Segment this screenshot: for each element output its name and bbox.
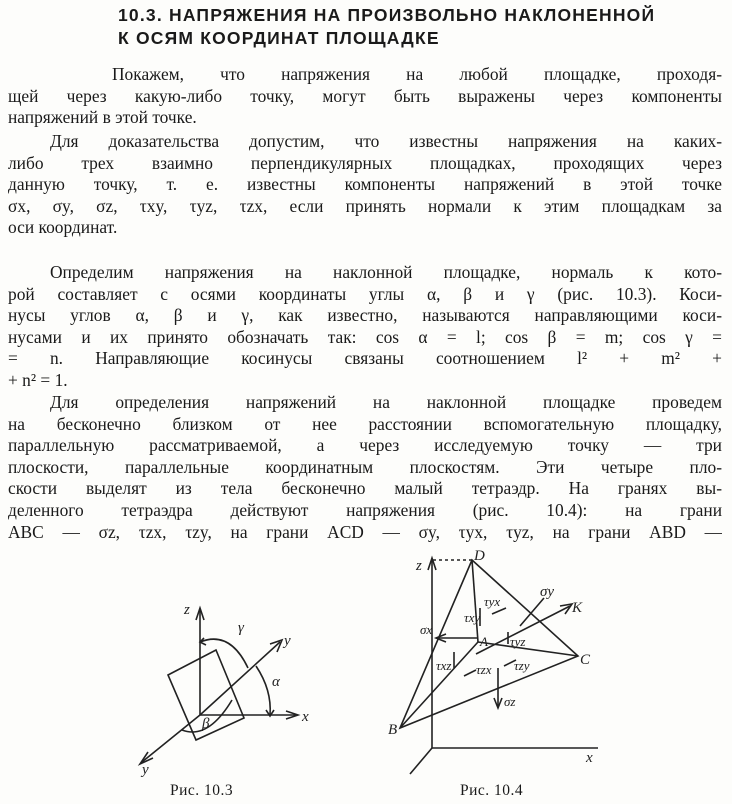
label-B: B [388,722,398,738]
text-line: деленного тетраэдра действуют напряжения (рис. 10.4): на грани [8,499,722,520]
edge-AC [478,642,578,656]
text-line: + n² = 1. [8,369,68,390]
label-gamma: γ [238,620,244,636]
label-A: A [480,634,488,649]
label-tau-zx: τzx [476,662,492,677]
gamma-arc [200,639,248,668]
heading-line-2: К ОСЯМ КООРДИНАТ ПЛОЩАДКЕ [118,28,440,48]
figure-10-4 [380,548,610,778]
section-heading [118,4,718,50]
y-axis [410,748,432,774]
text-line: щей через какую-либо точку, могут быть выражены через компоненты [8,85,722,106]
y-axis [142,715,200,762]
label-tau-xy: τxy [464,610,481,625]
label-tau-yz: τyz [510,634,526,649]
text-line: плоскости, параллельные координатным плоскостям. Эти четыре пло- [8,456,722,477]
label-K: K [572,600,583,616]
label-beta: β [202,716,210,732]
label-y-bottom: y [142,762,149,778]
label-x: x [302,709,309,725]
text-line: параллельную рассматриваемой, а через исследуемую точку — три [8,435,722,456]
normal-K-arrow [560,604,572,614]
paragraph-4 [8,392,722,543]
text-line: либо трех взаимно перпендикулярных площадках, проходящих через [8,152,722,173]
figure-10-3 [120,590,330,780]
label-tau-yx: τyx [484,594,501,609]
text-line: нусами и их принято обозначать так: cos α = l; cos β = m; cos γ = [8,326,722,347]
text-line: напряжений в этой точке. [8,107,197,128]
text-line: скости выделят из тела бесконечно малый тетраэдр. На гранях вы- [8,478,722,499]
text-line: рой составляет с осями координаты углы α, β и γ (рис. 10.3). Коси- [8,283,722,304]
tau-zx-arrow [464,670,476,676]
text-line: = n. Направляющие косинусы связаны соотношением l² + m² + [8,348,722,369]
text-line: Определим напряжения на наклонной площадке, нормаль к кото- [50,262,722,282]
text-line: оси координат. [8,217,118,238]
text-line: ABC — σz, τzx, τzy, на грани ACD — σy, τyx, τyz, на грани ABD — [8,521,722,542]
paragraph-1 [8,64,722,129]
text-line: данную точку, т. е. известны компоненты напряжений в этой точке [8,174,722,195]
label-sigma-x: σx [420,622,433,637]
label-C: C [580,652,591,668]
text-line: Для доказательства допустим, что известны напряжения на каких- [50,131,722,151]
label-tau-xz: τxz [436,658,452,673]
edge-AB [400,642,478,728]
caption-fig-10-3: Рис. 10.3 [170,782,234,799]
alpha-arc [256,666,270,715]
label-D: D [474,548,485,564]
text-line: Для определения напряжений на наклонной площадке проведем [50,392,722,412]
paragraph-2 [8,131,722,239]
text-line: Покажем, что напряжения на любой площадке, проходя- [112,64,722,84]
edge-DA [472,560,478,642]
label-x: x [586,750,593,766]
caption-fig-10-4: Рис. 10.4 [460,782,524,799]
label-z: z [184,602,190,618]
label-sigma-y: σy [540,584,555,600]
text-line: σx, σy, σz, τxy, τyz, τzx, если принять нормали к этим площадкам за [8,195,722,216]
label-tau-zy: τzy [514,658,530,673]
paragraph-3 [8,262,722,392]
text-line: нусы углов α, β и γ, как известно, называются направляющими коси- [8,305,722,326]
label-y-top: y [284,633,291,649]
label-sigma-z: σz [504,694,516,709]
heading-line-1: 10.3. НАПРЯЖЕНИЯ НА ПРОИЗВОЛЬНО НАКЛОНЕННОЙ [118,5,656,25]
label-z: z [416,558,422,574]
label-alpha: α [272,674,280,690]
text-line: на бесконечно близком от нее расстоянии вспомогательную площадку, [8,413,722,434]
